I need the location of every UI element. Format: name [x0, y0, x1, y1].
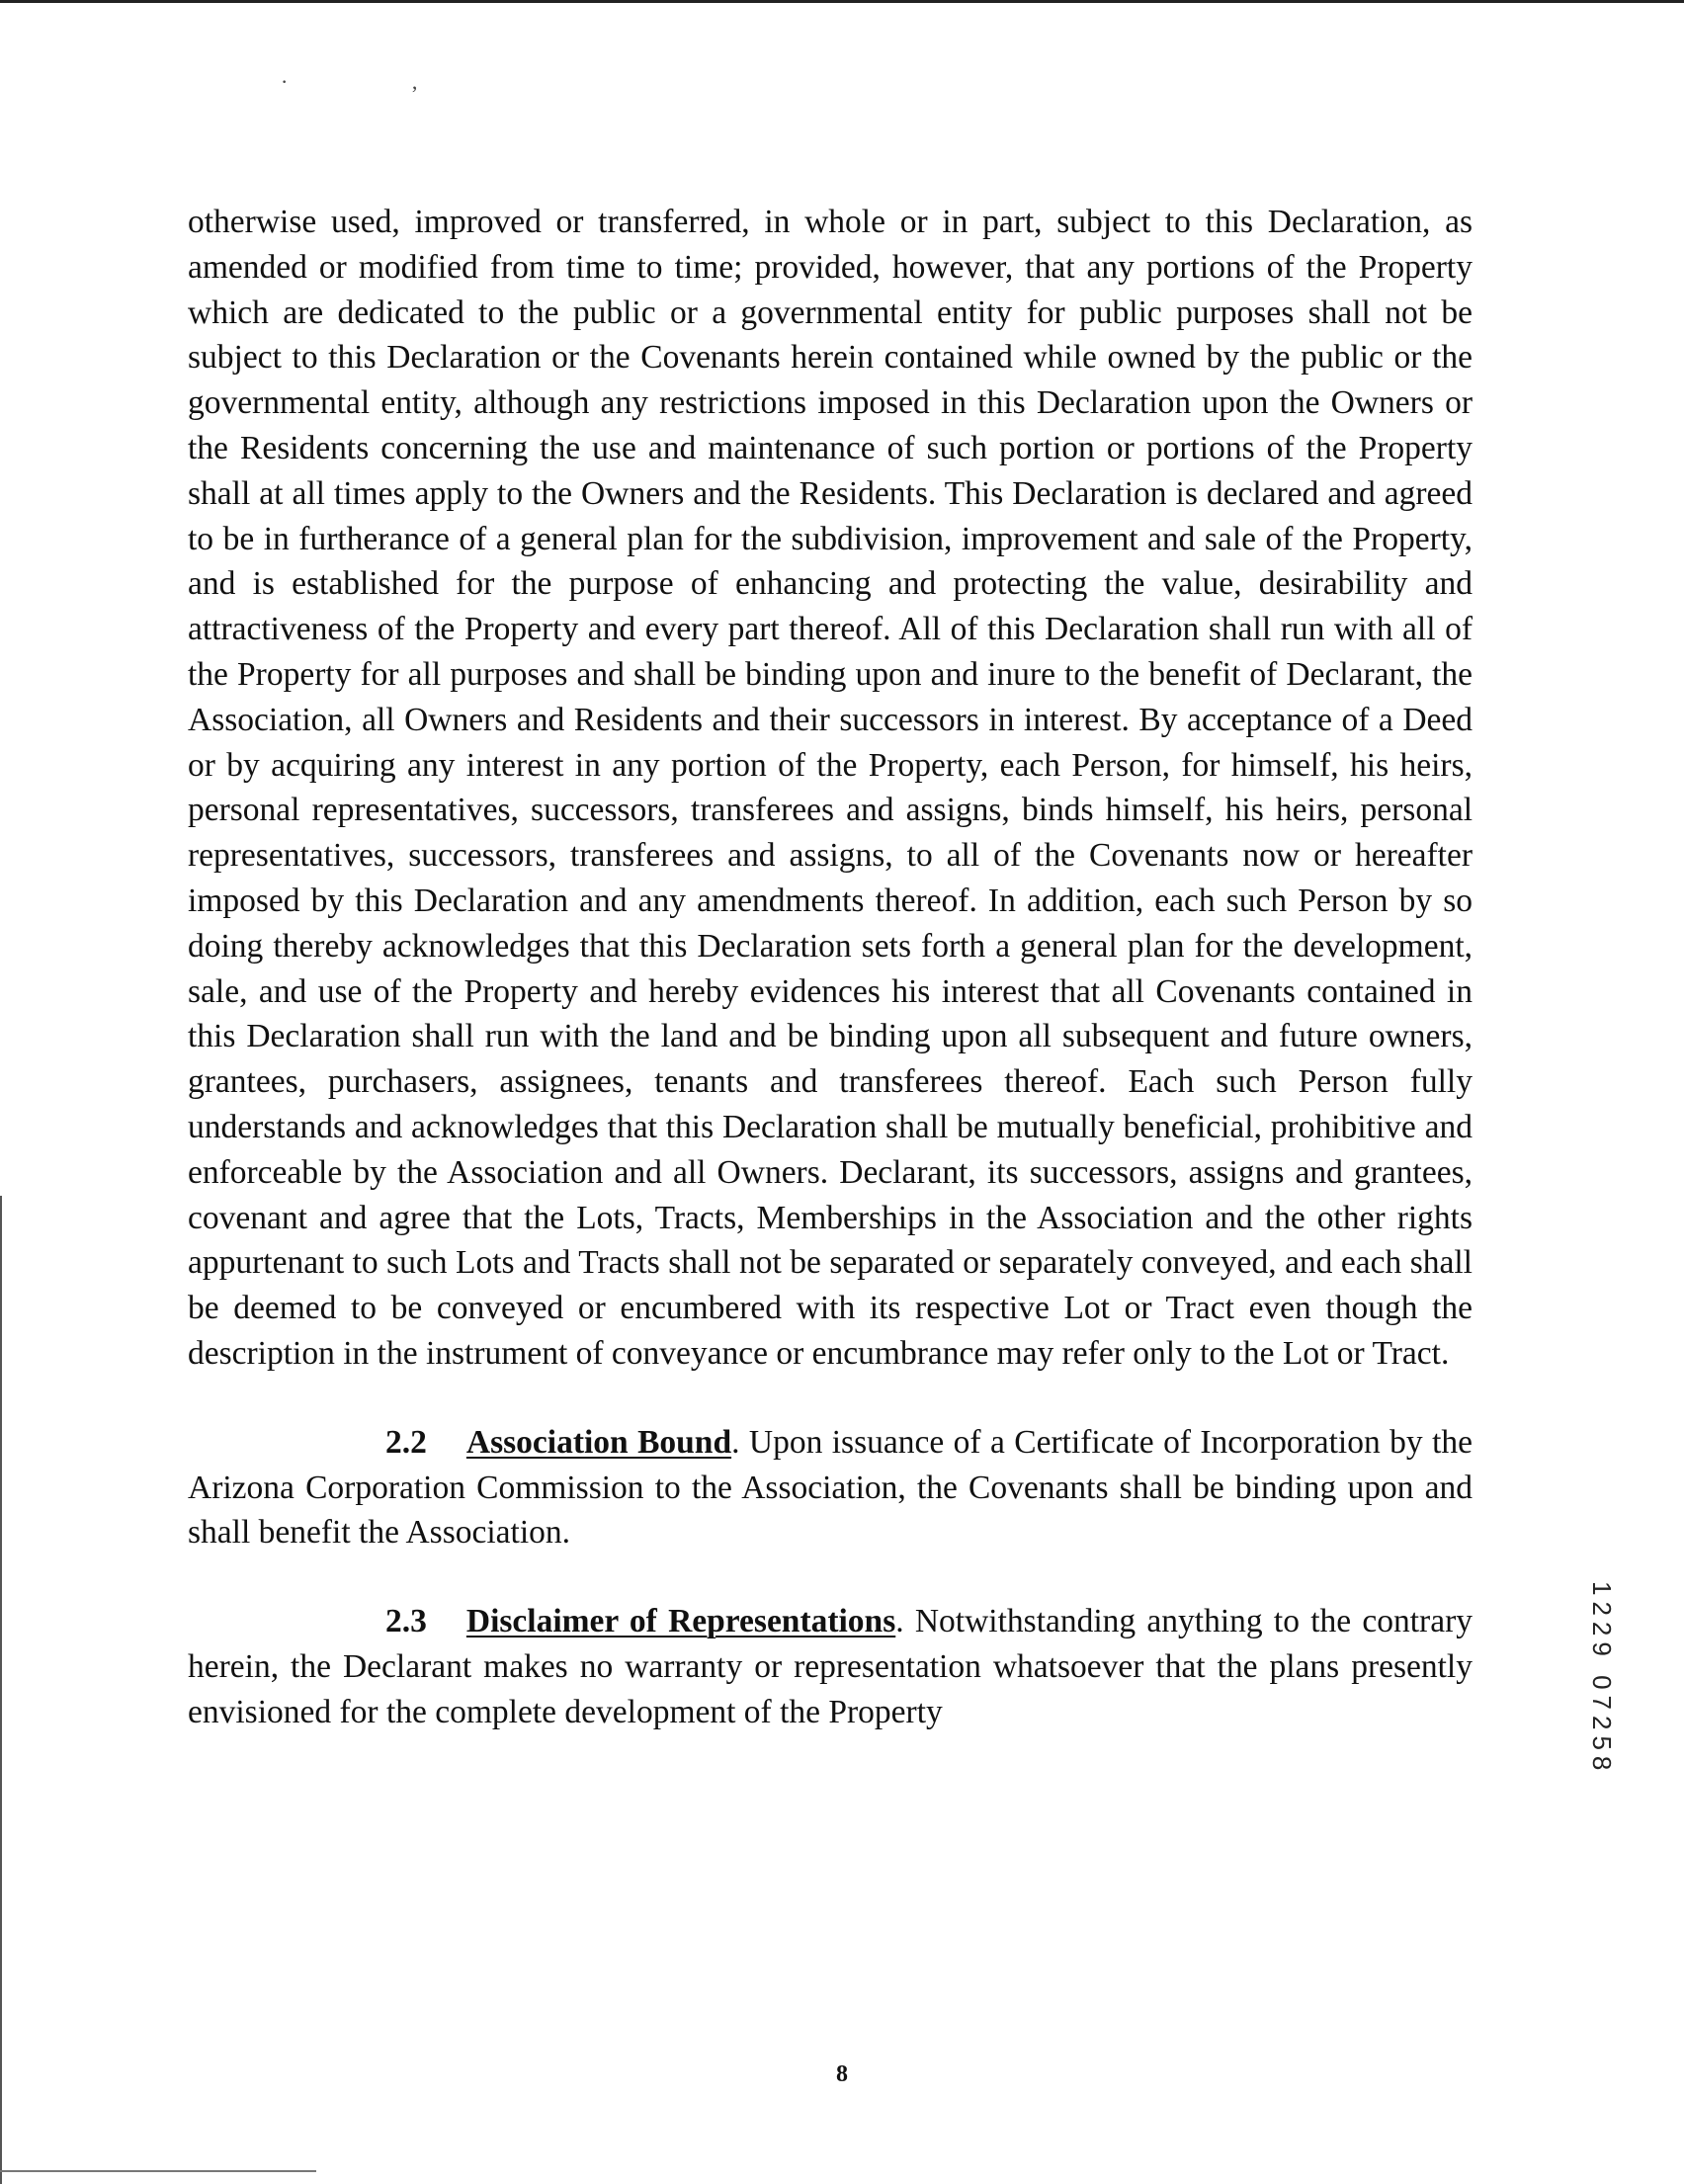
paragraph-gap — [188, 1377, 1473, 1420]
section-2-3 — [188, 1599, 1473, 1734]
page-number: 8 — [836, 2061, 848, 2087]
scan-left-edge — [0, 1196, 2, 2184]
section-2-3-number: 2.3 — [385, 1603, 427, 1640]
scan-specks: · , — [281, 69, 477, 94]
scan-top-edge — [0, 0, 1684, 3]
margin-recording-stamp: 1229 07258 — [1587, 1581, 1617, 1777]
section-2-3-title: Disclaimer of Representations — [465, 1603, 896, 1640]
section-2-3-text: . Notwithstanding anything to the contrary herein, the Declarant makes no warranty or representation whatsoever that the plans presently envisioned for the complete development of the Property — [188, 1603, 1473, 1730]
scan-bottom-edge — [0, 2170, 316, 2172]
section-2-2-title: Association Bound — [465, 1423, 732, 1461]
paragraph-gap — [188, 1555, 1473, 1599]
document-body — [188, 200, 1473, 1735]
section-2-2 — [188, 1420, 1473, 1555]
section-2-2-text: . Upon issuance of a Certificate of Incorporation by the Arizona Corporation Commission to the Association, the Covenants shall be binding upon and shall benefit the Association. — [188, 1423, 1473, 1552]
paragraph-continuation: otherwise used, improved or transferred, in whole or in part, subject to this Declaration, as amended or modified from time to time; provided, however, that any portions of the Property which are dedicated to the public or a governmental entity for public purposes shall not be subject to this Declaration or the Covenants herein contained while owned by the public or the governmental entity, although any restrictions imposed in this Declaration upon the Owners or the Residents concerning the use and maintenance of such portion or portions of the Property shall at all times apply to the Owners and the Residents. This Declaration is declared and agreed to be in furtherance of a general plan for the subdivision, improvement and sale of the Property, and is established for the purpose of enhancing and protecting the value, desirability and attractiveness of the Property and every part thereof. All of this Declaration shall run with all of the Property for all purposes and shall be binding upon and inure to the benefit of Declarant, the Association, all Owners and Residents and their successors in interest. By acceptance of a Deed or by acquiring any interest in any portion of the Property, each Person, for himself, his heirs, personal representatives, successors, transferees and assigns, binds himself, his heirs, personal representatives, successors, transferees and assigns, to all of the Covenants now or hereafter imposed by this Declaration and any amendments thereof. In addition, each such Person by so doing thereby acknowledges that this Declaration sets forth a general plan for the development, sale, and use of the Property and hereby evidences his interest that all Covenants contained in this Declaration shall run with the land and be binding upon all subsequent and future owners, grantees, purchasers, assignees, tenants and transferees thereof. Each such Person fully understands and acknowledges that this Declaration shall be mutually beneficial, prohibitive and enforceable by the Association and all Owners. Declarant, its successors, assigns and grantees, covenant and agree that the Lots, Tracts, Memberships in the Association and the other rights appurtenant to such Lots and Tracts shall not be separated or separately conveyed, and each shall be deemed to be conveyed or encumbered with its respective Lot or Tract even though the description in the instrument of conveyance or encumbrance may refer only to the Lot or Tract. — [188, 204, 1473, 1372]
section-2-2-number: 2.2 — [385, 1423, 427, 1461]
